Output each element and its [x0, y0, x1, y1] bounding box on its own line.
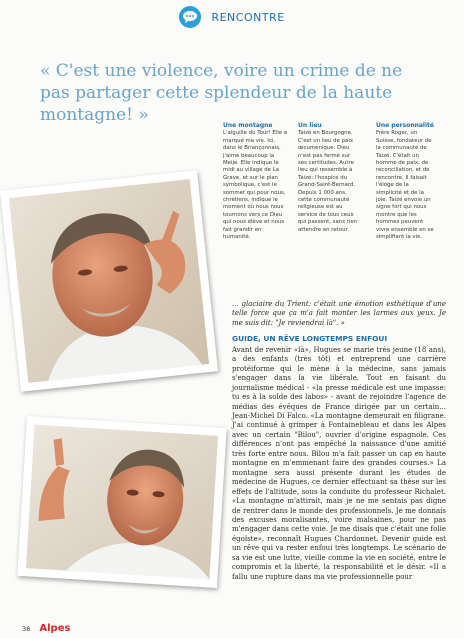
portrait-photo-2: [17, 416, 226, 588]
rubric-label: RENCONTRE: [211, 10, 285, 24]
info-place: [298, 122, 360, 234]
portrait-image: [26, 425, 218, 580]
article-text: [232, 300, 446, 582]
lead-paragraph: [232, 300, 446, 328]
headline-quote: « C'est une violence, voire un crime de ne pas partager cette splendeur de la haute montagne! »: [40, 61, 403, 125]
page-footer: [22, 616, 70, 635]
rubric-header: [0, 6, 464, 28]
section-subhead: GUIDE, UN RÊVE LONGTEMPS ENFOUI: [232, 334, 388, 344]
lead-text: glaciaire du Trient: c'était une émotion esthétique d'une telle force que ça m'a fait monter les larmes aux yeux. Je me suis dit: "Je reviendrai là". »: [232, 300, 446, 327]
portrait-photo-1: [0, 170, 218, 392]
body-paragraph: Avant de revenir «là», Hugues se marie très jeune (18 ans), a des enfants (très tôt) et entreprend une carrière protéiforme qui le mène à la médecine, sans jamais s'engager dans la vie libérale. Tout en faisant du journalisme médical - «la presse médicale est une impasse: tu es à la solde des labos» - avant de rejoindre l'agence de médias des évêques de France dirigée par un certain... Jean-Michel Di Falco. «La montagne demeurait en filigrane. J'ai continué à grimper à Fontainebleau et dans les Alpes avec un certain "Bilou", ouvrier d'origine espagnole. Ces différences n'ont pas empêché la naissance d'une amitié très forte entre nous. Bilou m'a fait passer un cap en haute montagne en m'emmenant faire des grandes courses.» La montagne sera aussi présente durant les études de médecine de Hugues, ce dernier effectuant sa thèse sur les effets de l'altitude, sous la conduite du professeur Richalet. «La montagne m'attirait, mais je ne me sentais pas digne de rentrer dans le monde des professionnels. Je me donnais des excuses moralisantes, voire malsaines, pour ne pas m'engager dans cette voie. Je me disais que c'était une folie égoïste», reconnaît Hugues Chardonnet. Devenir guide est un rêve qui va rester enfoui très longtemps. Le scénario de sa vie est une lutte, vieille comme la vie en société, entre le compromis et la liberté, la responsabilité et le désir. «Il a fallu une rupture dans ma vie professionnelle pour: [232, 345, 446, 581]
info-personality: [376, 122, 436, 242]
portrait-image: [9, 179, 209, 383]
speech-bubble-icon: [179, 6, 201, 28]
info-mountain: [223, 122, 289, 242]
info-title: Une personnalité: [376, 122, 434, 129]
info-text: L'aiguille du Tour! Elle a marqué ma vie. Ici, dans le Briançonnais, j'aime beaucoup la Meije. Elle indique le midi au village de La Grave, et sur le plan symbolique, c'est le sommet qui pour nous, chrétiens, indique le moment où nous nous tournons vers ce Dieu qui nous élève et nous fait grandir en humanité.: [223, 130, 288, 241]
info-text: Taizé en Bourgogne. C'est un lieu de paix œcuménique: Dieu n'est pas fermé sur ses certitudes. Autre lieu qui ressemble à Taizé: l'hospice du Grand-Saint-Bernard. Depuis 1 000 ans, cette communauté religieuse est au service de tous ceux qui passent, sans rien attendre en retour.: [298, 130, 358, 233]
info-title: Une montagne: [223, 122, 273, 129]
page-number: 38: [22, 625, 31, 633]
info-title: Un lieu: [298, 122, 322, 129]
continuation-dots: ...: [232, 300, 239, 308]
magazine-logo: Alpes: [39, 623, 71, 634]
info-text: Frère Roger, un Suisse, fondateur de la communauté de Taizé. C'était un homme de paix, de réconciliation, et de rencontre. Il faisait l'éloge de la simplicité et de la joie. Taizé envoie un signe fort qui nous montre que les hommes peuvent vivre ensemble en se simplifiant la vie.: [376, 130, 434, 241]
